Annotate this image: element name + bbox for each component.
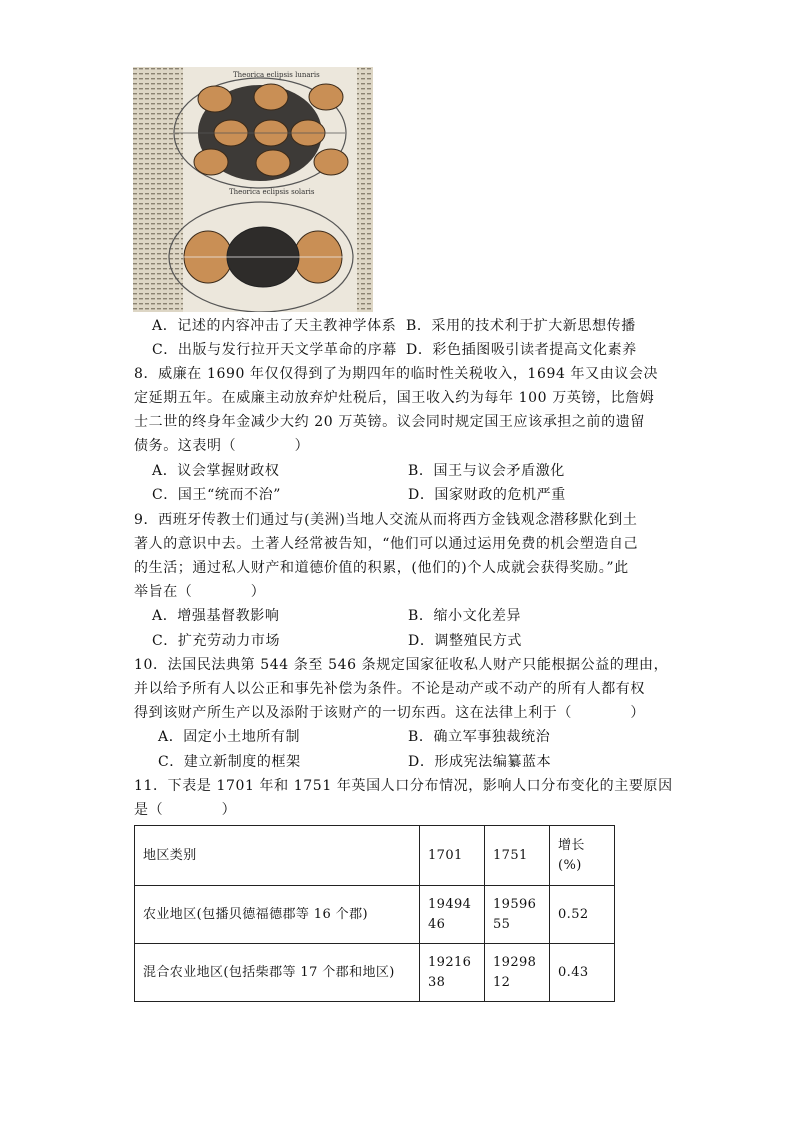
q9-stem-line-4: 举旨在（ ） <box>134 584 266 600</box>
q9-option-d: D．调整殖民方式 <box>408 633 523 649</box>
q9-stem-line-3: 的生活；通过私人财产和道德价值的积累，(他们的)个人成就会获得奖励。”此 <box>134 560 629 576</box>
population-distribution-table <box>134 825 615 1002</box>
figure-caption-top: Theorica eclipsis lunaris <box>233 71 320 79</box>
table-header-cell: 增长(%) <box>550 826 615 886</box>
q7-option-d: D．彩色插图吸引读者提高文化素养 <box>406 342 637 358</box>
q8-stem-line-1: 8．威廉在 1690 年仅仅得到了为期四年的临时性关税收入，1694 年又由议会决 <box>134 366 659 382</box>
q9-stem-line-2: 著人的意识中去。土著人经常被告知，“他们可以通过运用免费的机会塑造自己 <box>134 536 639 552</box>
table-cell: 混合农业地区(包括柴郡等 17 个郡和地区) <box>135 944 420 1002</box>
q7-option-c: C．出版与发行拉开天文学革命的序幕 <box>152 342 397 358</box>
q7-option-b: B．采用的技术利于扩大新思想传播 <box>406 318 636 334</box>
table-cell: 0.43 <box>550 944 615 1002</box>
q8-option-b: B．国王与议会矛盾激化 <box>408 463 565 479</box>
q8-stem-line-2: 定延期五年。在威廉主动放弃炉灶税后，国王收入约为每年 100 万英镑，比詹姆 <box>134 390 655 406</box>
q9-option-b: B．缩小文化差异 <box>408 608 522 624</box>
eclipse-diagram-image <box>133 67 373 312</box>
q9-option-c: C．扩充劳动力市场 <box>152 633 281 649</box>
table-row <box>135 944 615 1002</box>
table-cell: 1929812 <box>485 944 550 1002</box>
table-header-cell: 1751 <box>485 826 550 886</box>
q11-stem-line-1: 11．下表是 1701 年和 1751 年英国人口分布情况，影响人口分布变化的主要原因 <box>134 778 673 794</box>
q8-option-d: D．国家财政的危机严重 <box>408 487 566 503</box>
table-cell: 农业地区(包播贝德福德郡等 16 个郡) <box>135 886 420 944</box>
table-row <box>135 886 615 944</box>
q10-option-a: A．固定小土地所有制 <box>158 729 301 745</box>
q8-stem-line-3: 士二世的终身年金减少大约 20 万英镑。议会同时规定国王应该承担之前的遗留 <box>134 414 645 430</box>
q11-stem-line-2: 是（ ） <box>134 802 237 818</box>
table-cell: 0.52 <box>550 886 615 944</box>
q8-stem-line-4: 债务。这表明（ ） <box>134 438 310 454</box>
q10-stem-line-3: 得到该财产所生产以及添附于该财产的一切东西。这在法律上利于（ ） <box>134 705 645 721</box>
table-cell: 1921638 <box>420 944 485 1002</box>
q10-option-d: D．形成宪法编纂蓝本 <box>408 754 552 770</box>
q8-option-c: C．国王“统而不治” <box>152 487 282 503</box>
q7-option-a: A．记述的内容冲击了天主教神学体系 <box>152 318 397 334</box>
figure-caption-mid: Theorica eclipsis solaris <box>229 188 315 196</box>
table-header-row <box>135 826 615 886</box>
q9-option-a: A．增强基督教影响 <box>152 608 280 624</box>
q10-option-b: B．确立军事独裁统治 <box>408 729 551 745</box>
table-header-cell: 地区类别 <box>135 826 420 886</box>
q10-option-c: C．建立新制度的框架 <box>158 754 301 770</box>
table-header-cell: 1701 <box>420 826 485 886</box>
table-cell: 1949446 <box>420 886 485 944</box>
q8-option-a: A．议会掌握财政权 <box>152 463 280 479</box>
q9-stem-line-1: 9．西班牙传教士们通过与(美洲)当地人交流从而将西方金钱观念潜移默化到土 <box>134 512 638 528</box>
q10-stem-line-1: 10．法国民法典第 544 条至 546 条规定国家征收私人财产只能根据公益的理由， <box>134 657 669 673</box>
eclipse-illustration <box>133 67 373 312</box>
q10-stem-line-2: 并以给予所有人以公正和事先补偿为条件。不论是动产或不动产的所有人都有权 <box>134 681 645 697</box>
table-cell: 1959655 <box>485 886 550 944</box>
